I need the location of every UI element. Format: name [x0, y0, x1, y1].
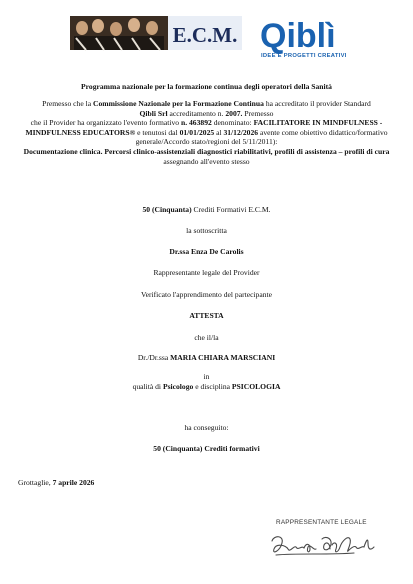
place-date: [18, 478, 94, 488]
handwritten-signature: [268, 529, 378, 563]
intro-text: avente come obiettivo: [258, 127, 328, 137]
header-logos: [0, 0, 413, 80]
intro-text: Premesso: [242, 108, 274, 118]
participant-name: MARIA CHIARA MARSCIANI: [170, 353, 276, 362]
program-heading: Programma nazionale per la formazione continua degli operatori della Sanità: [81, 82, 332, 91]
signature-block: [268, 519, 398, 565]
attests-heading: ATTESTA: [189, 311, 224, 320]
provider-name: Qibli Srl: [139, 108, 168, 118]
obtained-text: ha conseguito:: [184, 423, 229, 432]
final-credits-line: [16, 444, 397, 454]
qualification-discipline: PSICOLOGIA: [231, 382, 281, 391]
verified-text: Verificato l'apprendimento del partecipante: [140, 290, 273, 299]
intro-text: denominato:: [211, 118, 254, 128]
qualification-text: qualità di: [132, 382, 163, 391]
qibli-tagline: IDEE E PROGETTI CREATIVI: [261, 53, 347, 59]
qualification-line: [16, 382, 397, 392]
training-objective: Documentazione clinica. Percorsi clinico-assistenziali diagnostici riabilitativi, profili di assistenza – profili di cura: [23, 146, 390, 156]
intro-text: Premesso che la: [42, 99, 93, 108]
final-credits-amount: 50 (Cinquanta): [153, 444, 203, 453]
event-name: FACILITATORE IN MINDFULNESS - MINDFULNESS EDUCATORS®: [25, 118, 383, 137]
participant-line: [16, 353, 397, 363]
intro-text: e tenutosi dal: [135, 127, 180, 137]
intro-text: assegnando all'evento stesso: [163, 156, 250, 166]
in-text: in: [203, 372, 210, 381]
undersigned-text: la sottoscritta: [186, 226, 227, 235]
intro-text: al: [214, 127, 224, 137]
ecm-credits-line: [16, 205, 397, 215]
intro-text: ha accreditato il provider Standard: [263, 99, 371, 108]
intro-text: didattico/formativo generale/Accordo stato/regioni del 5/11/2011):: [135, 127, 388, 147]
intro-paragraph: [16, 99, 397, 166]
signer-role: Rappresentante legale del Provider: [153, 268, 260, 277]
signature-label: RAPPRESENTANTE LEGALE: [276, 519, 367, 526]
that-text: che il/la: [194, 333, 219, 342]
commission-name: Commissione Nazionale per la Formazione Continua: [92, 99, 264, 108]
ecm-logo: [70, 14, 242, 52]
final-credits-text: Crediti formativi: [202, 444, 260, 453]
credits-amount: 50 (Cinquanta): [142, 205, 192, 214]
signer-name: Dr.ssa Enza De Carolis: [169, 247, 244, 256]
date-from: 01/01/2025: [179, 127, 215, 137]
qibli-logo: [258, 14, 350, 68]
credits-text: Crediti Formativi E.C.M.: [191, 205, 271, 214]
event-number: n. 463892: [180, 118, 212, 128]
qualification-role: Psicologo: [162, 382, 194, 391]
date-to: 31/12/2026: [223, 127, 259, 137]
participant-prefix: Dr./Dr.ssa: [137, 353, 171, 362]
place: Grottaglie,: [18, 478, 53, 487]
ecm-logo-text: E.C.M.: [172, 23, 238, 47]
qualification-text: e disciplina: [193, 382, 232, 391]
intro-text: che il Provider ha organizzato l'evento formativo: [30, 118, 181, 128]
qibli-logo-text: Qiblì: [260, 17, 336, 54]
accreditation-number: 2007.: [225, 108, 243, 118]
issue-date: 7 aprile 2026: [52, 478, 95, 487]
intro-text: accreditamento n.: [167, 108, 226, 118]
